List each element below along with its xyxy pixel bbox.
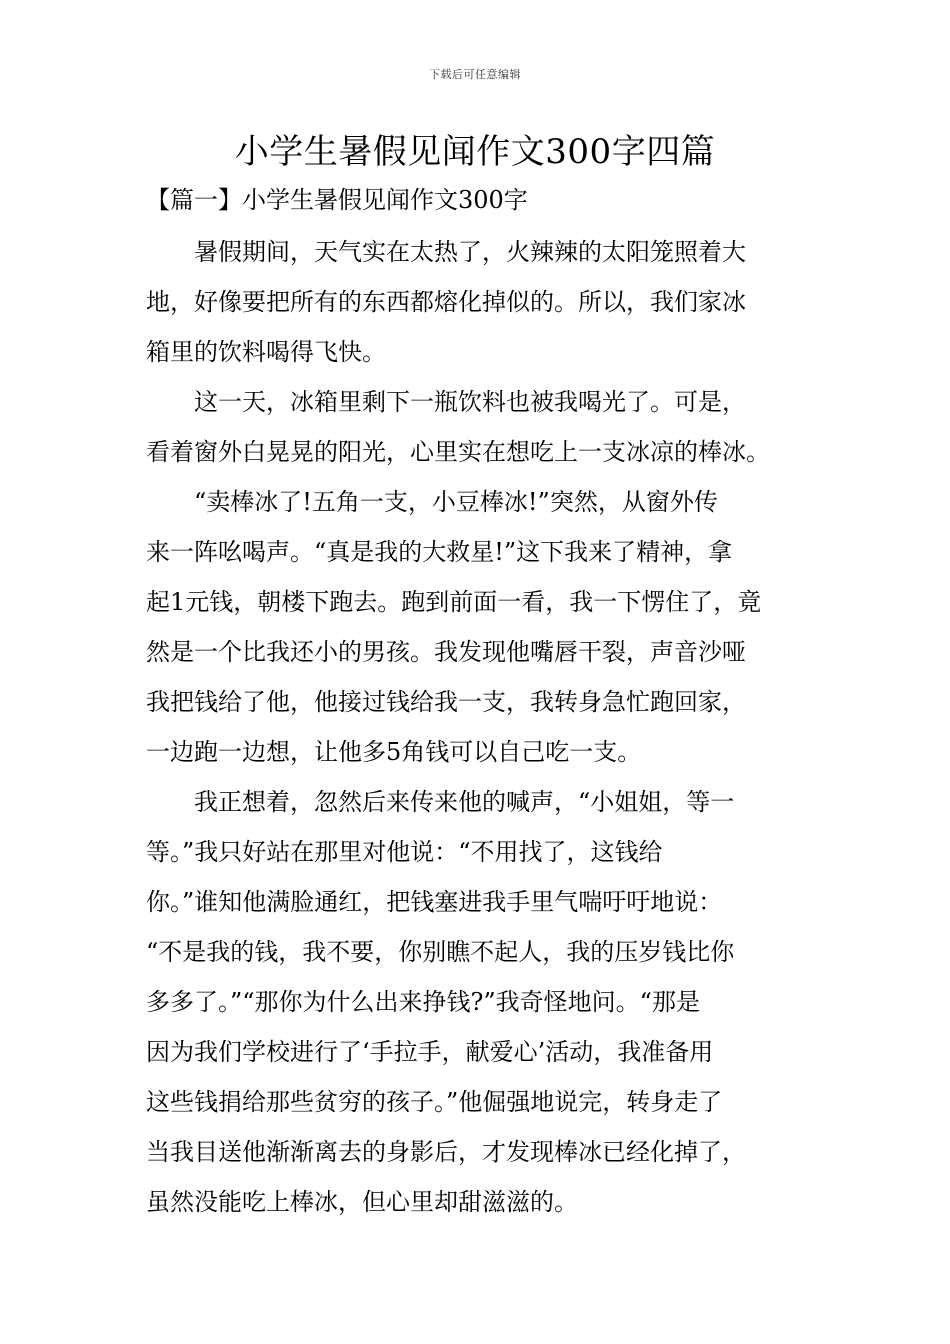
paragraph-2 [146,377,808,477]
document-body [146,227,808,1227]
paragraph-line: 我正想着，忽然后来传来他的喊声，“小姐姐，等一 [194,788,735,816]
header-note: 下载后可任意编辑 [429,68,521,81]
paragraph-line: 来一阵吆喝声。“真是我的大救星!”这下我来了精神，拿 [146,538,733,566]
paragraph-line: “卖棒冰了!五角一支，小豆棒冰!”突然，从窗外传 [194,488,718,516]
paragraph-line: 箱里的饮料喝得飞快。 [146,338,386,366]
paragraph-line: 这一天，冰箱里剩下一瓶饮料也被我喝光了。可是， [194,388,746,416]
paragraph-3 [146,477,808,777]
document-title: 小学生暑假见闻作文300字四篇 [234,132,716,172]
paragraph-line: 起1元钱，朝楼下跑去。跑到前面一看，我一下愣住了，竟 [146,588,762,616]
paragraph-line: 因为我们学校进行了‘手拉手，献爱心’活动，我准备用 [146,1038,714,1066]
section-heading: 【篇一】小学生暑假见闻作文300字 [146,186,528,214]
paragraph-line: 看着窗外白晃晃的阳光，心里实在想吃上一支冰凉的棒冰。 [146,438,770,466]
paragraph-line: 我把钱给了他，他接过钱给我一支，我转身急忙跑回家， [146,688,746,716]
paragraph-line: 然是一个比我还小的男孩。我发现他嘴唇干裂，声音沙哑 [146,638,746,666]
paragraph-line: 一边跑一边想，让他多5角钱可以自己吃一支。 [146,738,642,766]
paragraph-line: 暑假期间，天气实在太热了，火辣辣的太阳笼照着大 [194,238,746,266]
paragraph-1 [146,227,808,377]
paragraph-line: 这些钱捐给那些贫穷的孩子。”他倔强地说完，转身走了 [146,1088,723,1116]
paragraph-line: “不是我的钱，我不要，你别瞧不起人，我的压岁钱比你 [146,938,735,966]
paragraph-line: 虽然没能吃上棒冰，但心里却甜滋滋的。 [146,1188,578,1216]
paragraph-line: 多多了。”“那你为什么出来挣钱?”我奇怪地问。“那是 [146,988,700,1016]
paragraph-line: 等。”我只好站在那里对他说：“不用找了，这钱给 [146,838,663,866]
paragraph-line: 地，好像要把所有的东西都熔化掉似的。所以，我们家冰 [146,288,746,316]
paragraph-line: 当我目送他渐渐离去的身影后，才发现棒冰已经化掉了， [146,1138,746,1166]
paragraph-4 [146,777,808,1227]
paragraph-line: 你。”谁知他满脸通红，把钱塞进我手里气喘吁吁地说： [146,888,723,916]
